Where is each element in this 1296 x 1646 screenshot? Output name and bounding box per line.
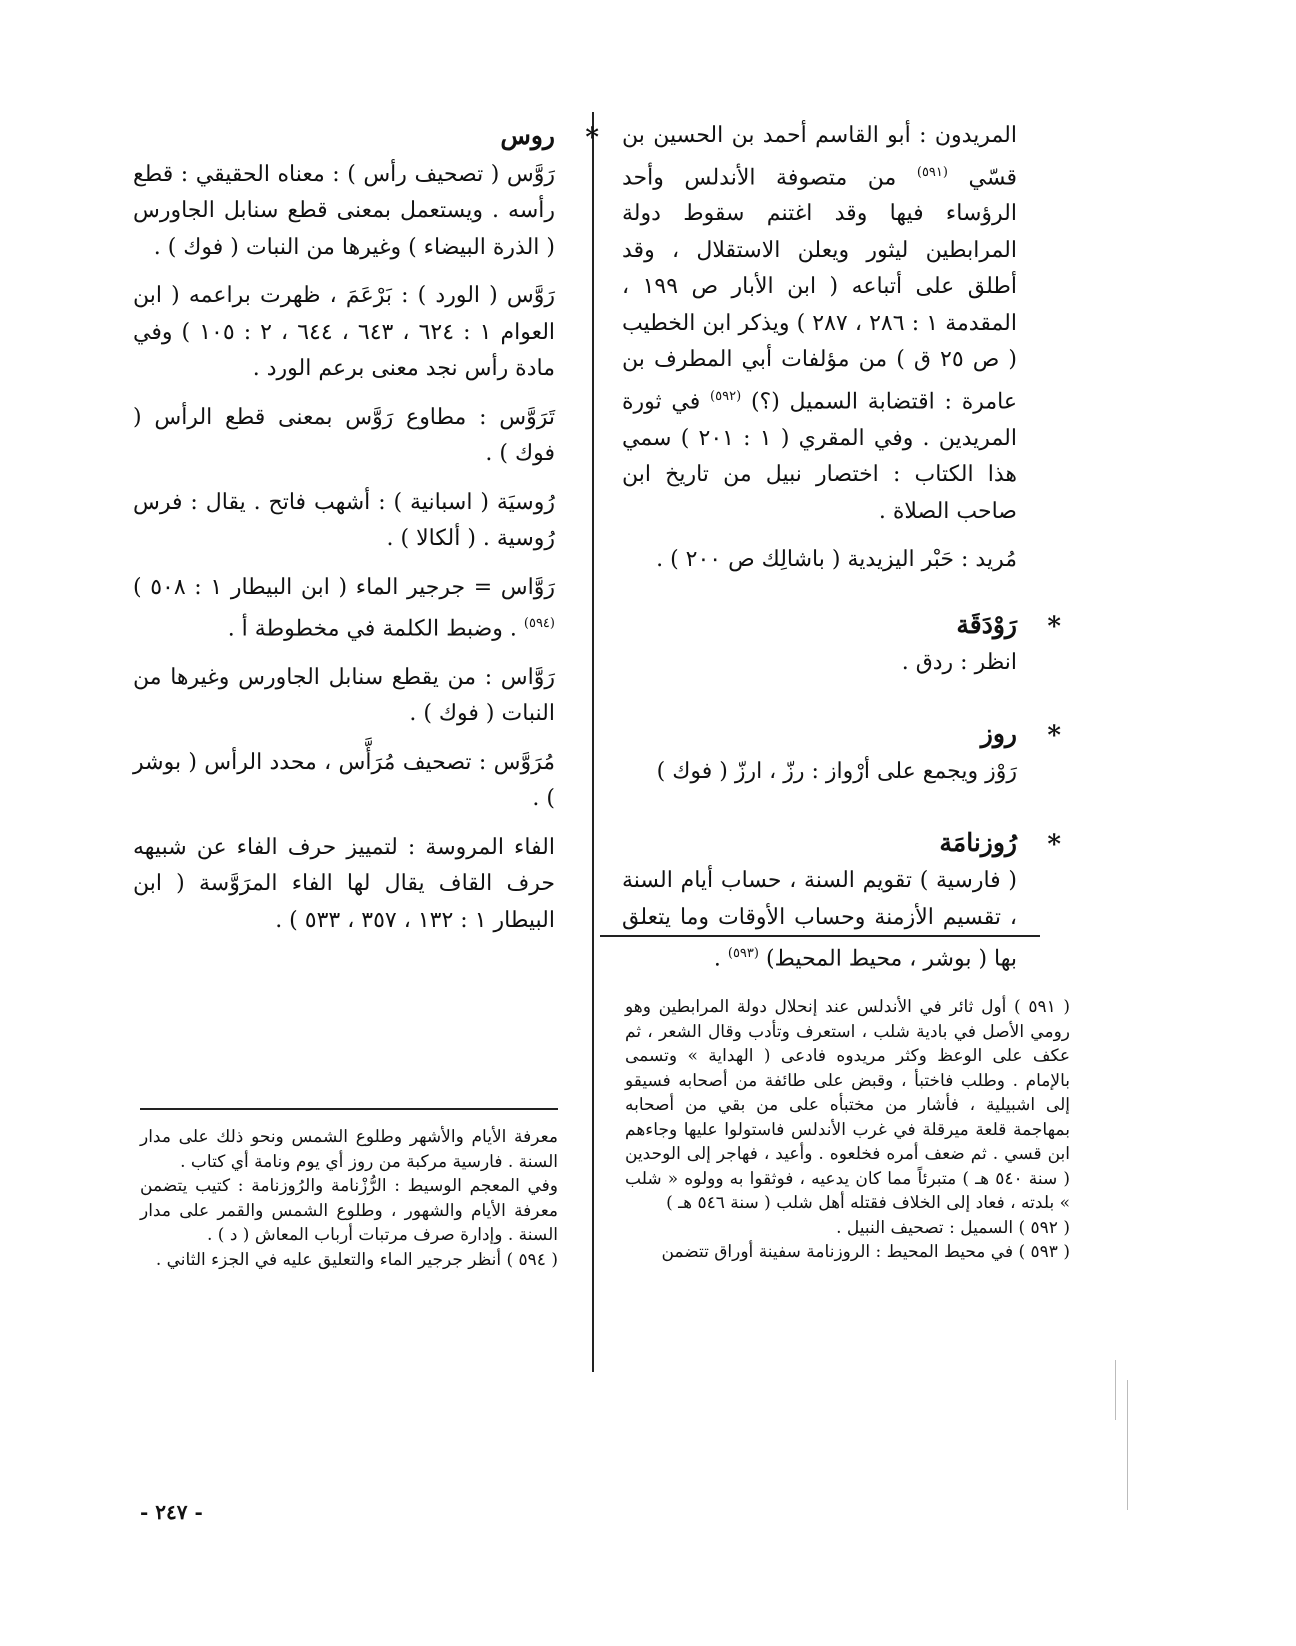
entry-heading-rawz: * روز xyxy=(622,716,1017,753)
page-number: - ٢٤٧ - xyxy=(140,1500,203,1524)
entry-body: ( فارسية ) تقويم السنة ، حساب أيام السنة ، تقسيم الأزمنة وحساب الأوقات وما يتعلق بها ( بوشر ، محيط المحيط) $^{(٥٩٣)}$ . xyxy=(622,868,1017,972)
star-icon: * xyxy=(585,123,599,153)
footnotes-left xyxy=(140,1125,558,1272)
entry-body: رَوْز ويجمع على أرْواز : رزّ ، ارزّ ( فوك ) xyxy=(656,759,1017,785)
paragraph: رُوسيَة ( اسبانية ) : أشهب فاتح . يقال : فرس رُوسية . ( ألكالا ) . xyxy=(133,489,555,551)
entry-heading-rawdaqa: * رَوْدَقَة xyxy=(622,607,1017,644)
column-divider xyxy=(592,112,594,1372)
paragraph: رَوَّاس : من يقطع سنابل الجاورس وغيرها من النبات ( فوك ) . xyxy=(133,664,555,727)
footnote-591: ( ٥٩١ ) أول ثائر في الأندلس عند إنحلال دولة المرابطين وهو رومي الأصل في بادية شلب ، استعرف وتأدب وقال الشعر ، ثم عكف على الوعظ وكثر مريدوه فادعى ( الهداية » وتسمى بالإمام . وطلب فاختبأ ، وقبض على طائفة من أصحابه فسيقو إلى اشبيلية ، فأشار من مختبأه على من بقي من أصحابه بمهاجمة قلعة ميرقلة في غرب الأندلس فاستولوا عليها وجاءهم ابن قسي . ثم ضعف أمره فخلعوه . وأعيد ، فهاجر إلى الوحدين ( سنة ٥٤٠ هـ ) متبرئاً مما كان يدعيه ، فوثقوا به وولوه « شلب » بلدته ، فعاد إلى الخلاف فقتله أهل شلب ( سنة ٥٤٦ هـ ) xyxy=(625,997,1070,1213)
footnote-593-cont: معرفة الأيام والأشهر وطلوع الشمس ونحو ذلك على مدار السنة . فارسية مركبة من روز أي يوم ونامة أي كتاب . xyxy=(140,1127,558,1172)
paragraph: الفاء المروسة : لتمييز حرف الفاء عن شبيهه حرف القاف يقال لها الفاء المرَوَّسة ( ابن البيطار ١ : ١٣٢ ، ٣٥٧ ، ٥٣٣ ) . xyxy=(133,834,555,933)
right-column xyxy=(622,118,1061,990)
entry-heading-rws: * روس xyxy=(133,118,555,155)
footnote-ref: (٥٩٤) xyxy=(523,616,555,631)
paragraph: رَوَّس ( تصحيف رأس ) : معناه الحقيقي : قطع رأسه . ويستعمل بمعنى قطع سنابل الجاورس ( الذرة البيضاء ) وغيرها من النبات ( فوك ) . xyxy=(133,161,555,260)
footnote-ref: (٥٩١) xyxy=(916,164,948,180)
footnote-592: ( ٥٩٢ ) السميل : تصحيف النبيل . xyxy=(836,1217,1070,1238)
footnote-separator xyxy=(140,1108,558,1110)
star-icon: * xyxy=(1047,829,1061,860)
scan-edge-mark xyxy=(1127,1380,1128,1510)
entry-heading-ruznama: * رُوزنامَة xyxy=(622,825,1017,862)
footnote-593-cont2: وفي المعجم الوسيط : الرُّزْنامة والرُوزنامة : كتيب يتضمن معرفة الأيام والشهور ، وطلوع الشمس والقمر على مدار السنة . وإدارة صرف مرتبات أرباب المعاش ( د ) . xyxy=(140,1176,558,1245)
left-column xyxy=(133,118,599,951)
paragraph: تَرَوَّس : مطاوع رَوَّس بمعنى قطع الرأس ( فوك ) . xyxy=(133,404,555,466)
footnotes-right xyxy=(625,995,1070,1265)
star-icon: * xyxy=(1047,720,1061,751)
entry-body: انظر : ردق . xyxy=(901,650,1017,676)
star-icon: * xyxy=(1047,611,1061,642)
footnote-594: ( ٥٩٤ ) أنظر جرجير الماء والتعليق عليه في الجزء الثاني . xyxy=(155,1249,558,1270)
paragraph-rawwas: رَوَّاس = جرجير الماء ( ابن البيطار ١ : ٥٠٨ ) $^{(٥٩٤)}$ . وضبط الكلمة في مخطوطة أ . xyxy=(133,574,555,642)
paragraph: مُرَوَّس : تصحيف مُرَأَّس ، محدد الرأس ( بوشر ) . xyxy=(133,749,555,812)
footnote-593: ( ٥٩٣ ) في محيط المحيط : الروزنامة سفينة أوراق تتضمن xyxy=(661,1242,1070,1262)
paragraph-muridun: المريدون : أبو القاسم أحمد بن الحسين بن قسّي $^{(٥٩١)}$ من متصوفة الأندلس وأحد الرؤساء فيها وقد اغتنم سقوط دولة المرابطين ليثور ويعلن الاستقلال ، وقد أطلق على أتباعه ( ابن الأبار ص ١٩٩ ، المقدمة ١ : ٢٨٦ ، ٢٨٧ ) ويذكر ابن الخطيب ( ص ٢٥ ق ) من مؤلفات أبي المطرف بن عامرة : اقتضابة السميل (؟) $^{(٥٩٢)}$ في ثورة المريدين . وفي المقري ( ١ : ٢٠١ ) سمي هذا الكتاب : اختصار نبيل من تاريخ ابن صاحب الصلاة . xyxy=(622,123,1018,524)
paragraph-murid: مُريد : حَبْر اليزيدية ( باشالِك ص ٢٠٠ ) . xyxy=(656,547,1017,573)
footnote-separator xyxy=(600,935,1040,937)
footnote-ref: (٥٩٢) xyxy=(710,388,742,404)
footnote-ref: (٥٩٣) xyxy=(727,946,759,962)
scan-edge-mark xyxy=(1115,1360,1116,1420)
paragraph: رَوَّس ( الورد ) : بَرْعَمَ ، ظهرت براعمه ( ابن العوام ١ : ٦٢٤ ، ٦٤٣ ، ٦٤٤ ، ٢ : ١٠٥ ) وفي مادة رأس نجد معنى برعم الورد . xyxy=(133,283,556,381)
